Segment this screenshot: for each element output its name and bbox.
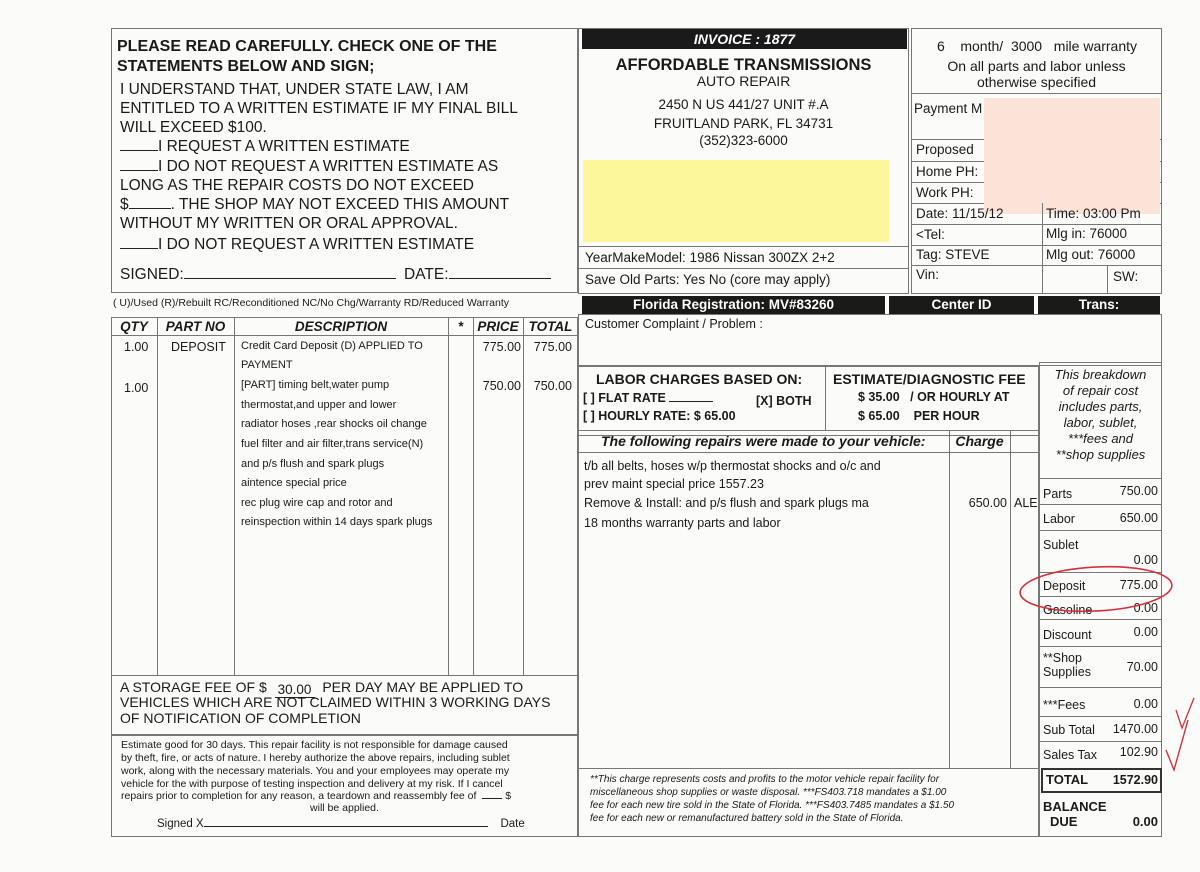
divider xyxy=(911,93,1162,94)
customer-complaint-label: Customer Complaint / Problem : xyxy=(585,317,763,331)
table-row-1-price: 775.00 xyxy=(482,340,521,354)
disclaimer-line-6: will be applied. xyxy=(310,802,379,814)
disclaimer-signed-row: Signed X Date xyxy=(157,818,525,830)
breakdown-note-4: labor, sublet, xyxy=(1063,415,1138,430)
divider xyxy=(1107,266,1108,293)
disclaimer-line-1: Estimate good for 30 days. This repair facility is not responsible for damage caused xyxy=(121,739,508,751)
warranty-line-1: 6 month/ 3000 mile warranty xyxy=(937,38,1138,54)
repairs-header: The following repairs were made to your vehicle: xyxy=(601,433,926,449)
redacted-customer-name xyxy=(583,160,889,242)
state-law-line-3: WILL EXCEED $100. xyxy=(120,119,267,136)
divider xyxy=(578,452,1039,453)
discount-total-label: Discount xyxy=(1043,628,1092,642)
col-header-total: TOTAL xyxy=(528,319,573,334)
table-row-2-desc-6: aintence special price xyxy=(241,477,347,489)
divider xyxy=(1042,203,1043,293)
date-value: Date: 11/15/12 xyxy=(916,206,1004,221)
proposed-label: Proposed xyxy=(916,142,974,157)
divider xyxy=(448,317,449,675)
shop-address-1: 2450 N US 441/27 UNIT #.A xyxy=(658,97,829,112)
table-row-2-desc-4: fuel filter and air filter,trans service(N) xyxy=(241,438,424,450)
gasoline-total-value: 0.00 xyxy=(1133,601,1158,615)
save-old-parts: Save Old Parts: Yes No (core may apply) xyxy=(585,272,831,287)
option-checkbox-line[interactable] xyxy=(120,150,158,151)
shop-address-2: FRUITLAND PARK, FL 34731 xyxy=(653,116,834,131)
disclaimer-line-2: by theft, fire, or acts of nature. I hereby authorize the above repairs, including sublet xyxy=(121,752,510,764)
authorization-heading-2: STATEMENTS BELOW AND SIGN; xyxy=(117,58,375,75)
col-header-qty: QTY xyxy=(120,319,148,334)
breakdown-note-1: This breakdown xyxy=(1054,367,1147,382)
divider xyxy=(523,317,524,675)
labor-total-value: 650.00 xyxy=(1119,511,1158,525)
divider xyxy=(1039,530,1162,531)
table-row-2-desc-8: reinspection within 14 days spark plugs xyxy=(241,516,433,528)
divider xyxy=(234,317,235,675)
hourly-rate-option[interactable]: [ ] HOURLY RATE: $ 65.00 xyxy=(583,409,736,423)
table-row-1-desc-2: PAYMENT xyxy=(241,359,293,371)
disclaimer-line-5: repairs prior to completion for any reason, a teardown and reassembly fee of $ xyxy=(121,790,512,802)
checkmark-annotation xyxy=(1166,720,1188,770)
deposit-circle-annotation xyxy=(1019,563,1173,615)
divider xyxy=(911,224,1162,225)
balance-due-value: 0.00 xyxy=(1132,814,1158,829)
footnote-line-3: fee for each new tire sold in the State of Florida. ***FS403.7485 mandates a $1.50 xyxy=(590,800,955,811)
option-request-estimate[interactable]: I REQUEST A WRITTEN ESTIMATE xyxy=(120,138,410,156)
option-no-estimate-limit[interactable]: I DO NOT REQUEST A WRITTEN ESTIMATE AS xyxy=(120,158,498,176)
vehicle-year-make-model: YearMakeModel: 1986 Nissan 300ZX 2+2 xyxy=(585,250,835,265)
option-limit-line-3: $ . THE SHOP MAY NOT EXCEED THIS AMOUNT xyxy=(120,196,510,213)
footnote-line-1: **This charge represents costs and profits to the motor vehicle repair facility for xyxy=(590,774,940,785)
breakdown-note-3: includes parts, xyxy=(1058,399,1143,414)
parts-total-label: Parts xyxy=(1043,487,1073,501)
table-row-2-desc-5: and p/s flush and spark plugs xyxy=(241,458,385,470)
subtotal-label: Sub Total xyxy=(1043,723,1095,737)
col-header-part-no: PART NO xyxy=(165,319,226,334)
deposit-total-value: 775.00 xyxy=(1119,578,1158,592)
breakdown-note-2: of repair cost xyxy=(1062,383,1139,398)
flat-rate-field[interactable] xyxy=(669,401,713,402)
divider xyxy=(911,265,1162,266)
warranty-line-2: On all parts and labor unless xyxy=(947,58,1126,74)
option-no-estimate[interactable]: I DO NOT REQUEST A WRITTEN ESTIMATE xyxy=(120,236,474,254)
warranty-line-3: otherwise specified xyxy=(976,74,1097,90)
both-option[interactable]: [X] BOTH xyxy=(756,394,812,408)
table-row-2-total: 750.00 xyxy=(533,379,572,393)
table-row-2-desc-7: rec plug wire cap and rotor and xyxy=(241,497,393,509)
disclaimer-signature-field[interactable] xyxy=(204,826,488,827)
divider xyxy=(911,245,1162,246)
divider xyxy=(578,268,909,269)
repair-line-1: t/b all belts, hoses w/p thermostat shocks and o/c and xyxy=(584,459,881,473)
total-label: TOTAL xyxy=(1046,772,1089,787)
storage-fee-line-3: OF NOTIFICATION OF COMPLETION xyxy=(120,710,361,726)
charge-header: Charge xyxy=(955,433,1004,449)
option-checkbox-line[interactable] xyxy=(120,170,158,171)
sales-tax-label: Sales Tax xyxy=(1043,748,1097,762)
shop-phone: (352)323-6000 xyxy=(699,133,788,148)
total-value: 1572.90 xyxy=(1112,773,1158,787)
estimate-fee-line-2: $ 65.00 PER HOUR xyxy=(858,409,980,423)
col-header-star: * xyxy=(457,319,464,334)
table-row-1-total: 775.00 xyxy=(533,340,572,354)
table-row-1-part-no: DEPOSIT xyxy=(171,340,226,354)
balance-due-label-1: BALANCE xyxy=(1043,799,1107,814)
center-id-header: Center ID xyxy=(889,296,1034,314)
option-checkbox-line[interactable] xyxy=(120,248,158,249)
flat-rate-option[interactable]: [ ] FLAT RATE xyxy=(583,391,713,405)
invoice-number: INVOICE : 1877 xyxy=(582,29,907,49)
limit-amount-field[interactable] xyxy=(129,208,171,209)
table-row-1-desc-1: Credit Card Deposit (D) APPLIED TO xyxy=(241,340,423,352)
discount-total-value: 0.00 xyxy=(1133,625,1158,639)
sublet-total-label: Sublet xyxy=(1043,538,1079,552)
storage-fee-line-2: VEHICLES WHICH ARE NOT CLAIMED WITHIN 3 WORKING DAYS xyxy=(120,694,551,710)
divider xyxy=(473,317,474,675)
labor-charges-title: LABOR CHARGES BASED ON: xyxy=(596,371,803,387)
repair-line-4: 18 months warranty parts and labor xyxy=(584,516,781,530)
divider xyxy=(578,246,909,247)
disclaimer-line-3: work, along with the necessary materials. You and your employees may operate my xyxy=(121,765,510,777)
divider xyxy=(111,335,578,336)
table-row-2-desc-2: thermostat,and upper and lower xyxy=(241,399,397,411)
tag-value: Tag: STEVE xyxy=(916,247,990,262)
state-law-line-2: ENTITLED TO A WRITTEN ESTIMATE IF MY FINAL BILL xyxy=(120,100,518,117)
labor-total-label: Labor xyxy=(1043,512,1075,526)
sales-tax-value: 102.90 xyxy=(1119,745,1158,759)
disclaimer-line-4: vehicle for the with purpose of testing inspection and delivery at my risk. If I cancel xyxy=(121,778,503,790)
state-law-line-1: I UNDERSTAND THAT, UNDER STATE LAW, I AM xyxy=(120,81,469,98)
mileage-in: Mlg in: 76000 xyxy=(1046,226,1128,241)
divider xyxy=(825,366,826,430)
divider xyxy=(1039,504,1162,505)
fees-total-label: ***Fees xyxy=(1043,698,1086,712)
trans-header: Trans: xyxy=(1038,296,1160,314)
repair-line-2: prev maint special price 1557.23 xyxy=(584,477,764,491)
breakdown-note-5: ***fees and xyxy=(1067,431,1134,446)
redacted-customer-contact xyxy=(984,98,1160,214)
parts-total-value: 750.00 xyxy=(1119,484,1158,498)
divider xyxy=(578,768,1039,769)
repair-charge: 650.00 xyxy=(968,496,1007,510)
divider xyxy=(949,430,950,768)
signed-row: SIGNED: DATE: xyxy=(120,266,551,284)
tel-label: <Tel: xyxy=(916,227,945,242)
parts-condition-legend: ( U)/Used (R)/Rebuilt RC/Reconditioned NC/No Chg/Warranty RD/Reduced Warranty xyxy=(113,297,510,309)
florida-registration: Florida Registration: MV#83260 xyxy=(582,296,885,314)
vin-label: Vin: xyxy=(916,267,940,282)
table-row-2-price: 750.00 xyxy=(482,379,521,393)
col-header-description: DESCRIPTION xyxy=(294,319,388,334)
option-limit-line-4: WITHOUT MY WRITTEN OR ORAL APPROVAL. xyxy=(120,215,458,232)
estimate-fee-title: ESTIMATE/DIAGNOSTIC FEE xyxy=(833,371,1026,387)
breakdown-note-6: **shop supplies xyxy=(1055,447,1146,462)
mileage-out: Mlg out: 76000 xyxy=(1046,247,1136,262)
shop-supplies-value: 70.00 xyxy=(1126,660,1158,674)
home-phone-label: Home PH: xyxy=(916,164,979,179)
table-row-2-desc-1: [PART] timing belt,water pump xyxy=(241,379,390,391)
shop-name: AFFORDABLE TRANSMISSIONS xyxy=(615,56,872,74)
checkmark-annotation xyxy=(1176,698,1194,728)
divider xyxy=(111,675,578,676)
divider xyxy=(157,317,158,675)
repair-line-3: Remove & Install: and p/s flush and spark plugs ma xyxy=(584,496,869,510)
shop-supplies-label-1: **Shop xyxy=(1043,651,1082,665)
shop-subtitle: AUTO REPAIR xyxy=(696,73,791,89)
footnote-line-4: fee for each new or remanufactured battery sold in the State of Florida. xyxy=(590,813,904,824)
sublet-total-value: 0.00 xyxy=(1133,553,1158,567)
table-row-1-qty: 1.00 xyxy=(124,340,149,354)
estimate-fee-line-1: $ 35.00 / OR HOURLY AT xyxy=(858,390,1010,404)
pen-annotations xyxy=(1000,560,1200,800)
deposit-total-label: Deposit xyxy=(1043,579,1086,593)
sw-label: SW: xyxy=(1113,269,1139,284)
footnote-line-2: miscellaneous shop supplies or waste disposal. ***FS403.718 mandates a $1.00 xyxy=(590,787,947,798)
shop-supplies-label-2: Supplies xyxy=(1043,665,1091,679)
divider xyxy=(1039,478,1162,479)
subtotal-value: 1470.00 xyxy=(1112,722,1158,736)
teardown-fee-field[interactable] xyxy=(482,798,502,799)
date-field[interactable] xyxy=(449,278,551,279)
fees-total-value: 0.00 xyxy=(1133,697,1158,711)
option-limit-line-2: LONG AS THE REPAIR COSTS DO NOT EXCEED xyxy=(120,177,474,194)
balance-due-label-2: DUE xyxy=(1050,814,1078,829)
storage-fee-line-1: A STORAGE FEE OF $ 30.00 PER DAY MAY BE APPLIED TO xyxy=(120,679,524,697)
authorization-heading-1: PLEASE READ CAREFULLY. CHECK ONE OF THE xyxy=(117,38,497,55)
work-phone-label: Work PH: xyxy=(916,185,974,200)
table-row-2-desc-3: radiator hoses ,rear shocks oil change xyxy=(241,418,427,430)
gasoline-total-label: Gasoline xyxy=(1043,603,1093,617)
col-header-price: PRICE xyxy=(477,319,519,334)
signature-field[interactable] xyxy=(184,278,396,279)
payment-method-label: Payment M xyxy=(914,101,983,116)
table-row-2-qty: 1.00 xyxy=(124,381,149,395)
repair-charge-code: ALE xyxy=(1014,496,1038,510)
time-value: Time: 03:00 Pm xyxy=(1046,206,1141,221)
